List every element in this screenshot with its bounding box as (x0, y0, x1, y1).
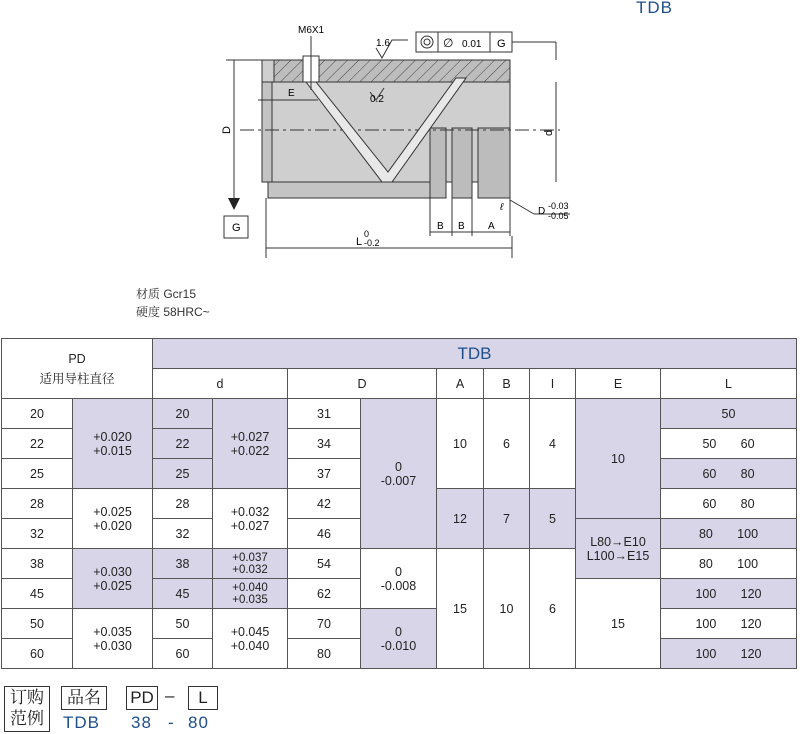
table-cell: 25 (2, 459, 73, 489)
table-cell: +0.025 +0.020 (73, 489, 153, 549)
header-L: L (661, 369, 797, 399)
table-cell: 32 (153, 519, 213, 549)
table-cell: 25 (153, 459, 213, 489)
table-cell: 37 (288, 459, 361, 489)
dim-D-tol: D (538, 206, 546, 217)
header-d: d (153, 369, 288, 399)
table-cell: 32 (2, 519, 73, 549)
table-cell: 34 (288, 429, 361, 459)
groove (452, 128, 472, 198)
header-E: E (576, 369, 661, 399)
table-cell: +0.045 +0.040 (213, 609, 288, 669)
table-cell: 50 (661, 399, 797, 429)
l-box: L (188, 686, 218, 710)
table-cell: +0.040 +0.035 (213, 579, 288, 609)
table-cell: +0.035 +0.030 (73, 609, 153, 669)
example-dash: - (168, 713, 175, 732)
table-cell: 42 (288, 489, 361, 519)
series-title: TDB (636, 0, 673, 17)
dim-D: D (221, 126, 233, 134)
table-cell: 45 (153, 579, 213, 609)
dim-l: ℓ (500, 202, 504, 213)
table-cell: 5 (530, 489, 576, 549)
table-cell: 46 (288, 519, 361, 549)
groove (478, 128, 510, 198)
table-cell: 80 100 (661, 519, 797, 549)
table-cell: +0.037 +0.032 (213, 549, 288, 579)
example-name: TDB (63, 713, 100, 732)
table-cell: 28 (153, 489, 213, 519)
thread-label: M6X1 (298, 25, 325, 36)
table-cell: +0.027 +0.022 (213, 399, 288, 489)
table-cell: 10 (484, 549, 530, 669)
roughness-label: 0.2 (370, 94, 384, 105)
tolerance-symbol: ∅ (443, 36, 454, 50)
dim-E: E (288, 88, 295, 99)
table-cell: +0.032 +0.027 (213, 489, 288, 549)
dim-L-lower: -0.2 (364, 238, 380, 248)
product-name-box: 品名 (61, 686, 107, 710)
material-line: 材质 Gcr15 (136, 287, 197, 301)
datum-G: G (232, 222, 241, 234)
table-row (2, 609, 797, 639)
table-cell: 6 (530, 549, 576, 669)
groove (430, 128, 446, 198)
table-cell: 60 80 (661, 459, 797, 489)
table-cell: 31 (288, 399, 361, 429)
roughness-label: 1.6 (376, 38, 390, 49)
table-cell: 38 (2, 549, 73, 579)
table-cell: 20 (153, 399, 213, 429)
table-cell: +0.020 +0.015 (73, 399, 153, 489)
header-series: TDB (153, 339, 797, 369)
table-cell: 80 100 (661, 549, 797, 579)
table-cell: 22 (2, 429, 73, 459)
table-cell: 6 (484, 399, 530, 489)
table-cell: 54 (288, 549, 361, 579)
pd-box: PD (126, 686, 158, 710)
table-cell: L80→E10 L100→E15 (576, 519, 661, 579)
table-cell: 50 (2, 609, 73, 639)
header-pd: PD 适用导柱直径 (2, 339, 153, 399)
table-cell: 50 (153, 609, 213, 639)
order-example-label: 订购 范例 (4, 686, 50, 732)
header-B: B (484, 369, 530, 399)
table-cell: 60 (153, 639, 213, 669)
dim-L-upper: 0 (364, 229, 370, 239)
order-dash: – (165, 686, 176, 705)
table-cell: +0.030 +0.025 (73, 549, 153, 609)
table-cell: 4 (530, 399, 576, 489)
table-cell: 60 80 (661, 489, 797, 519)
table-cell: 100 120 (661, 639, 797, 669)
dim-B: B (458, 221, 465, 232)
table-cell: 22 (153, 429, 213, 459)
table-cell: 0 -0.010 (361, 609, 437, 669)
datum-ref: G (497, 38, 506, 50)
table-cell: 10 (576, 399, 661, 519)
hardness-line: 硬度 58HRC~ (136, 305, 210, 319)
dim-A: A (488, 221, 495, 232)
table-cell: 80 (288, 639, 361, 669)
table-cell: 45 (2, 579, 73, 609)
spec-table (1, 338, 797, 669)
table-cell: 15 (437, 549, 484, 669)
dim-d: d (543, 129, 555, 136)
table-row (2, 549, 797, 579)
table-cell: 70 (288, 609, 361, 639)
table-cell: 100 120 (661, 609, 797, 639)
table-cell: 100 120 (661, 579, 797, 609)
technical-drawing (0, 0, 801, 270)
table-cell: 62 (288, 579, 361, 609)
dim-B: B (437, 221, 444, 232)
example-pd: 38 (131, 713, 152, 732)
bushing-body (268, 82, 510, 182)
dim-D-lower: -0.05 (548, 211, 569, 221)
table-cell: 28 (2, 489, 73, 519)
dim-D-upper: -0.03 (548, 201, 569, 211)
table-cell: 60 (2, 639, 73, 669)
example-l: 80 (188, 713, 209, 732)
header-A: A (437, 369, 484, 399)
table-cell: 38 (153, 549, 213, 579)
table-cell: 7 (484, 489, 530, 549)
dim-L: L (356, 236, 363, 248)
table-cell: 0 -0.007 (361, 399, 437, 549)
table-cell: 10 (437, 399, 484, 489)
table-cell: 12 (437, 489, 484, 549)
table-row (2, 399, 797, 429)
table-cell: 0 -0.008 (361, 549, 437, 609)
tolerance-value: 0.01 (462, 39, 482, 50)
table-cell: 20 (2, 399, 73, 429)
table-cell: 15 (576, 579, 661, 669)
table-cell: 50 60 (661, 429, 797, 459)
header-D: D (288, 369, 437, 399)
header-I: I (530, 369, 576, 399)
